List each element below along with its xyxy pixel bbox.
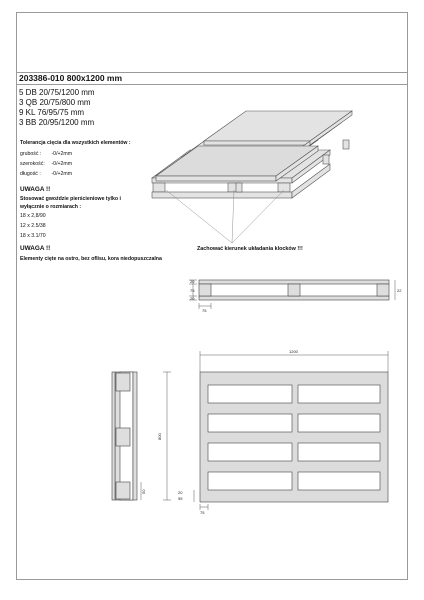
dim-label: 20 [178,490,183,495]
spec-line-2: 3 QB 20/75/800 mm [19,98,91,107]
bark-note: Elementy cięte na ostro, bez oflisu, kora niedopuszczalna [20,256,162,262]
end-view-dims [141,372,171,500]
dim-label: 75 [200,510,205,515]
dim-label: 1200 [289,349,298,354]
spec-line-1: 5 DB 20/75/1200 mm [19,88,95,97]
dim-label: 22 [397,288,402,293]
dim-label: 75 [202,308,207,313]
tolerance-title: Tolerancja cięcia dla wszystkich elementów : [20,140,131,146]
tolerance-label: grubość : [20,151,42,157]
dim-label: 50 [141,489,146,494]
side-view [199,280,389,300]
tolerance-value: -0/+2mm [51,171,73,177]
dim-label: 20 [190,296,195,301]
tolerance-value: -0/+2mm [51,151,73,157]
dim-label: 75 [190,288,195,293]
tolerance-label: długość : [20,171,41,177]
spec-line-4: 3 BB 20/95/1200 mm [19,118,95,127]
nail-size-3: 18 x 3.1/70 [20,233,46,239]
warning-title-2: UWAGA !! [20,245,51,252]
end-view [112,372,137,500]
spec-line-3: 9 KL 76/95/75 mm [19,108,85,117]
product-code: 203386-010 800x1200 mm [19,73,123,83]
nail-size-1: 18 x 2,8/90 [20,213,46,219]
plan-view [200,372,388,502]
warning-title-1: UWAGA !! [20,186,51,193]
tolerance-value: -0/+2mm [51,161,73,167]
tolerance-label: szerokość: [20,161,45,167]
top-length-dim [200,351,388,372]
nail-note-line-1: Stosować gwoździe pierścieniowe tylko i [20,196,121,202]
nail-note-line-2: wyłącznie o rozmiarach : [20,204,82,210]
dim-label: 800 [157,433,162,440]
dim-label: 95 [178,496,183,501]
dim-label: 20 [190,279,195,284]
nail-size-2: 12 x 2.5/38 [20,223,46,229]
orientation-note: Zachować kierunek układania klocków !!! [197,246,303,252]
isometric-pallet [152,111,352,198]
